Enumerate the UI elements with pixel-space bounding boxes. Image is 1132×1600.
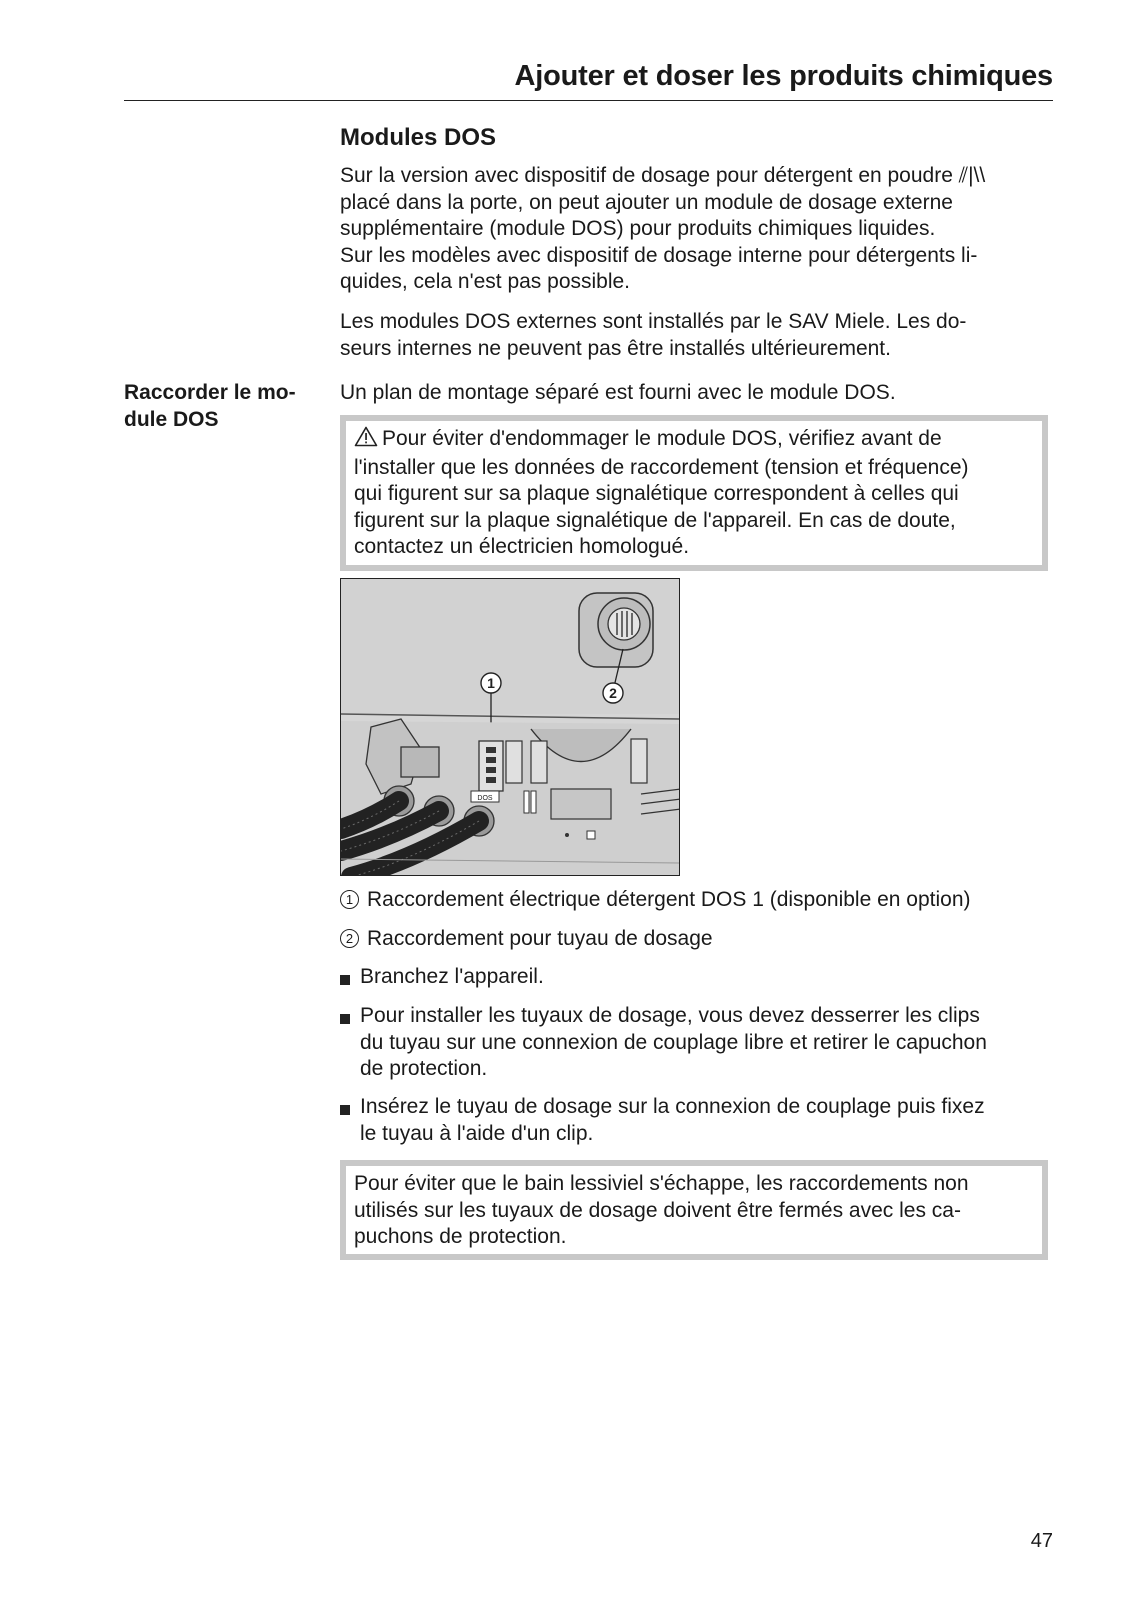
page-number: 47 xyxy=(1030,1530,1053,1552)
svg-text:1: 1 xyxy=(487,675,495,691)
intro-paragraph-2 xyxy=(340,309,1056,362)
intro-line: quides, cela n'est pas possible. xyxy=(340,270,631,293)
side-heading-line: Raccorder le mo- xyxy=(124,381,296,404)
warning-line: l'installer que les données de raccordement (tension et fréquence) xyxy=(354,455,969,479)
warning-triangle-icon xyxy=(354,426,378,455)
note-box xyxy=(340,1160,1048,1260)
header-divider xyxy=(124,100,1053,101)
intro-line: seurs internes ne peuvent pas être installés ultérieurement. xyxy=(340,336,891,360)
step-line: Pour installer les tuyaux de dosage, vous devez desserrer les clips xyxy=(360,1004,980,1027)
intro-line: supplémentaire (module DOS) pour produits chimiques liquides. xyxy=(340,217,936,240)
section-title: Modules DOS xyxy=(340,124,497,151)
mounting-plan-text: Un plan de montage séparé est fourni avec le module DOS. xyxy=(340,381,896,404)
legend-item xyxy=(340,926,713,953)
side-heading-line: dule DOS xyxy=(124,407,219,431)
instruction-step xyxy=(340,964,1060,991)
square-bullet-icon xyxy=(340,975,350,985)
legend-number: 1 xyxy=(340,890,359,909)
legend-number: 2 xyxy=(340,929,359,948)
svg-text:2: 2 xyxy=(609,685,617,701)
intro-paragraph-1 xyxy=(340,163,1056,296)
intro-line: Sur les modèles avec dispositif de dosage interne pour détergents li- xyxy=(340,243,978,267)
step-line: le tuyau à l'aide d'un clip. xyxy=(360,1121,594,1145)
legend-text: Raccordement pour tuyau de dosage xyxy=(367,927,713,950)
intro-line: Les modules DOS externes sont installés par le SAV Miele. Les do- xyxy=(340,310,967,333)
page-header-title: Ajouter et doser les produits chimiques xyxy=(514,60,1053,92)
dos-connection-illustration xyxy=(340,578,680,876)
note-line: utilisés sur les tuyaux de dosage doivent être fermés avec les ca- xyxy=(354,1198,961,1222)
instruction-step xyxy=(340,1094,1060,1147)
step-line: du tuyau sur une connexion de couplage libre et retirer le capuchon xyxy=(360,1030,987,1054)
square-bullet-icon xyxy=(340,1105,350,1115)
warning-box xyxy=(340,415,1048,571)
legend-item xyxy=(340,887,971,914)
warning-line: contactez un électricien homologué. xyxy=(354,535,690,558)
callout-2 xyxy=(603,683,623,703)
square-bullet-icon xyxy=(340,1014,350,1024)
warning-line: qui figurent sur sa plaque signalétique correspondent à celles qui xyxy=(354,482,959,505)
intro-line: placé dans la porte, on peut ajouter un module de dosage externe xyxy=(340,190,953,214)
callout-1 xyxy=(481,673,501,693)
intro-line: Sur la version avec dispositif de dosage pour détergent en poudre ⫽|\\ xyxy=(340,164,986,187)
step-line: Branchez l'appareil. xyxy=(360,965,544,988)
warning-line: Pour éviter d'endommager le module DOS, vérifiez avant de xyxy=(382,427,942,450)
legend-text: Raccordement électrique détergent DOS 1 (disponible en option) xyxy=(367,888,971,911)
step-line: Insérez le tuyau de dosage sur la connexion de couplage puis fixez xyxy=(360,1095,985,1118)
note-line: Pour éviter que le bain lessiviel s'échappe, les raccordements non xyxy=(354,1172,969,1195)
hose-coupling-connector xyxy=(579,593,653,667)
svg-text:DOS: DOS xyxy=(477,795,493,802)
step-line: de protection. xyxy=(360,1057,488,1080)
warning-line: figurent sur la plaque signalétique de l'appareil. En cas de doute, xyxy=(354,508,956,532)
side-heading xyxy=(124,380,324,433)
instruction-step xyxy=(340,1003,1060,1083)
note-line: puchons de protection. xyxy=(354,1225,567,1248)
